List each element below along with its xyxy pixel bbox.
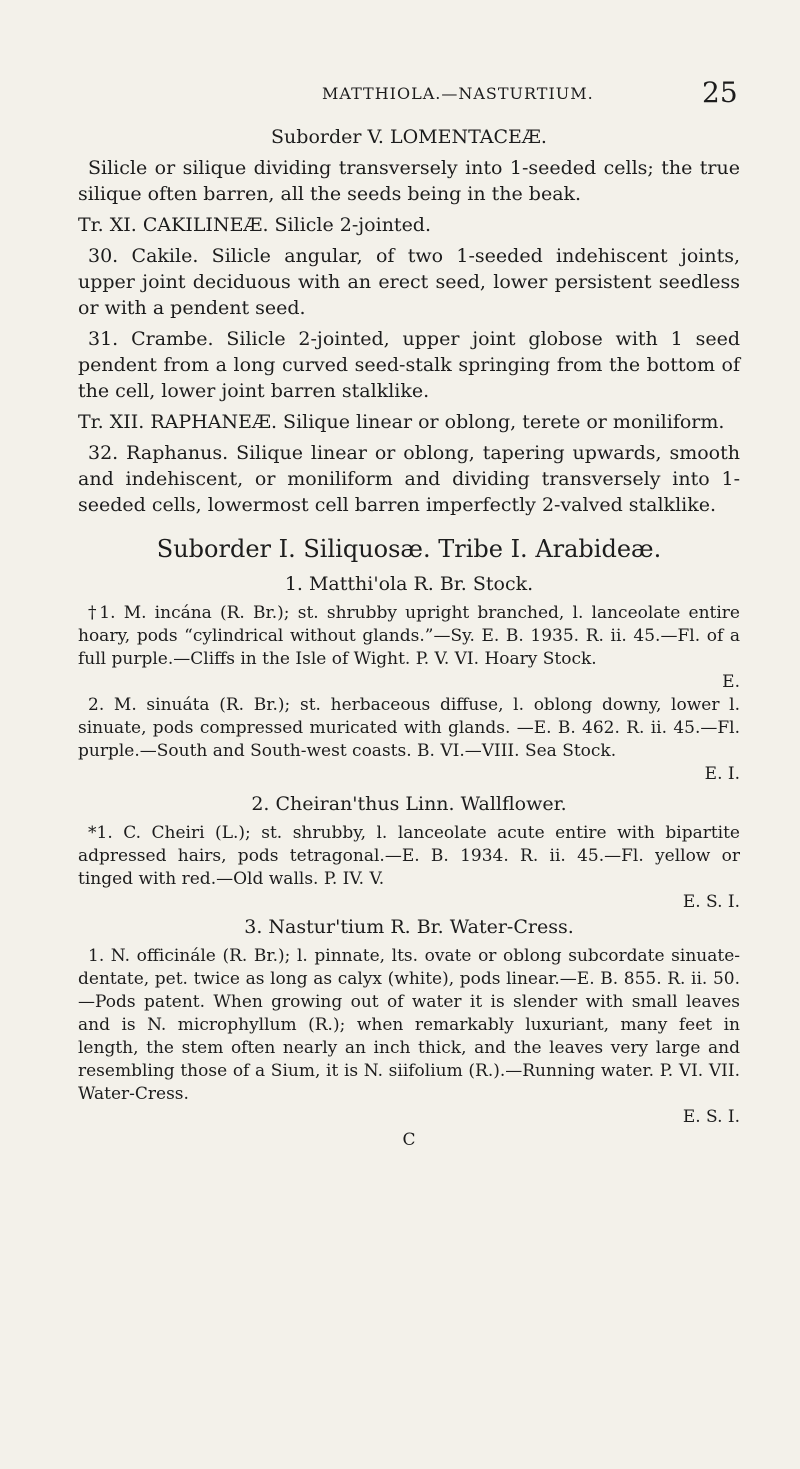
genus-raphanus: 32. Raphanus. Silique linear or oblong, tapering upwards, smooth and indehiscent, or moniliform and dividing transversely into 1-seeded cells, lowermost cell barren imperfectly 2-valved stalklike. (78, 442, 740, 516)
species-entry: *1. C. Cheiri (L.); st. shrubby, l. lanceolate acute entire with bipartite adpressed hairs, pods tetragonal.—E. B. 1934. R. ii. 45.—Fl. yellow or tinged with red.—Old walls. P. IV. V. (78, 823, 740, 889)
running-head-title: MATTHIOLA.—NASTURTIUM. (322, 84, 594, 103)
genus-nasturtium: 3. Nastur'tium R. Br. Water-Cress. (244, 916, 574, 938)
species-entry: †1. M. incána (R. Br.); st. shrubby upright branched, l. lanceolate entire hoary, pods “cylindrical without glands.”—Sy. E. B. 1935. R. ii. 45.—Fl. of a full purple.—Cliffs in the Isle of Wight. P. V. VI. Hoary Stock. (78, 603, 740, 669)
species-entry: 2. M. sinuáta (R. Br.); st. herbaceous diffuse, l. oblong downy, lower l. sinuate, pods compressed muricated with glands. —E. B. 462. R. ii. 45.—Fl. purple.—South and South-west coasts. B. VI.—VIII. Sea Stock. (78, 695, 740, 761)
species-list-cheiranthus (78, 822, 740, 914)
tribe-xi: Tr. XI. CAKILINEÆ. Silicle 2-jointed. (78, 214, 432, 236)
genus-matthiola: 1. Matthi'ola R. Br. Stock. (284, 573, 534, 595)
suborder-v-description: Silicle or silique dividing transversely into 1-seeded cells; the true silique often barren, all the seeds being in the beak. (78, 157, 740, 205)
genus-cheiranthus: 2. Cheiran'thus Linn. Wallflower. (251, 793, 567, 815)
tribe-xii: Tr. XII. RAPHANEÆ. Silique linear or oblong, terete or moniliform. (78, 411, 725, 433)
page-body (78, 118, 740, 1152)
species-region: E. (722, 672, 740, 692)
species-entry: 1. N. officinále (R. Br.); l. pinnate, lts. ovate or oblong subcordate sinuate-dentate, pet. twice as long as calyx (white), pods linear.—E. B. 855. R. ii. 50.—Pods patent. When growing out of water it is slender with small leaves and is N. microphyllum (R.); when remarkably luxuriant, many feet in length, the stem often nearly an inch thick, and the leaves very large and resembling those of a Sium, it is N. siifolium (R.).—Running water. P. VI. VII. Water-Cress. (78, 946, 740, 1104)
signature-mark: C (402, 1130, 416, 1150)
genus-cakile: 30. Cakile. Silicle angular, of two 1-seeded indehiscent joints, upper joint deciduous with an erect seed, lower persistent seedless or with a pendent seed. (78, 245, 740, 319)
species-list-matthiola (78, 602, 740, 786)
species-list-nasturtium (78, 945, 740, 1152)
suborder-i-heading: Suborder I. Siliquosæ. Tribe I. Arabideæ. (156, 535, 662, 563)
page-number: 25 (702, 76, 738, 109)
genus-crambe: 31. Crambe. Silicle 2-jointed, upper joint globose with 1 seed pendent from a long curved seed-stalk springing from the bottom of the cell, lower joint barren stalklike. (78, 328, 740, 402)
suborder-v-heading: Suborder V. LOMENTACEÆ. (271, 126, 547, 148)
species-region: E. S. I. (682, 892, 740, 912)
species-region: E. S. I. (682, 1107, 740, 1127)
running-head (0, 76, 800, 110)
species-region: E. I. (704, 764, 740, 784)
